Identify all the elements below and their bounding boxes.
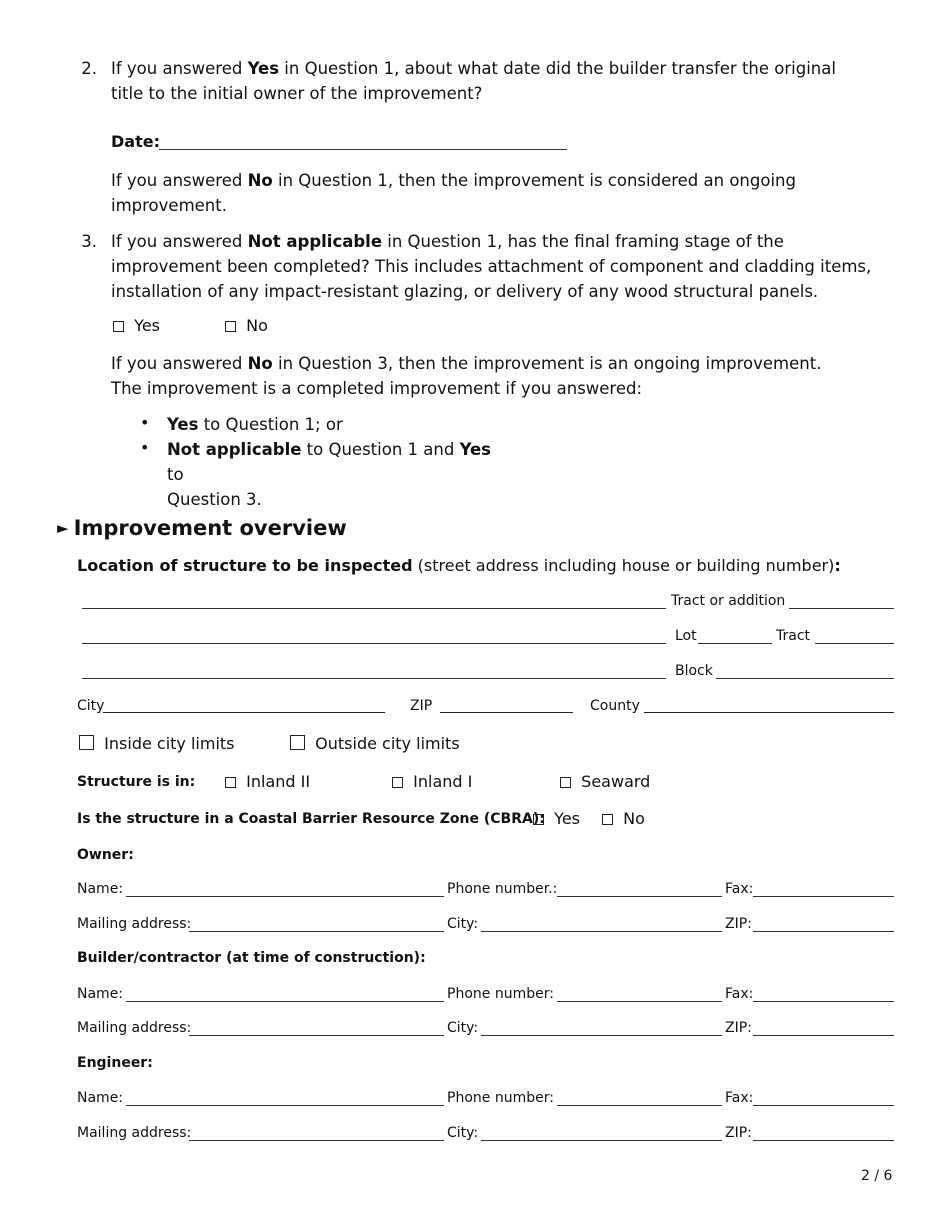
question-2-note: If you answered No in Question 1, then the improvement is considered an ongoing improvement. — [111, 171, 796, 215]
inside-city-limits-checkbox[interactable] — [79, 735, 94, 750]
county-label: County — [590, 698, 640, 714]
cbra-no-checkbox[interactable] — [602, 814, 613, 825]
zip-label: ZIP — [410, 698, 433, 714]
tract-label: Tract — [776, 628, 811, 644]
address-line-2[interactable] — [82, 643, 666, 644]
city-label: City — [77, 698, 105, 714]
builder-name-label: Name: — [77, 986, 124, 1002]
owner-phone-label: Phone number.: — [447, 881, 558, 897]
owner-name-field[interactable] — [126, 896, 444, 897]
builder-phone-label: Phone number: — [447, 986, 554, 1002]
question-3-number: 3. — [81, 232, 97, 251]
owner-zip-label: ZIP: — [725, 916, 752, 932]
zip-field[interactable] — [440, 712, 573, 713]
q3-no-option[interactable]: No — [225, 316, 268, 335]
engineer-mailing-field[interactable] — [189, 1140, 444, 1141]
owner-city-field[interactable] — [481, 931, 722, 932]
owner-city-label: City: — [447, 916, 479, 932]
date-field[interactable] — [159, 149, 567, 150]
engineer-zip-field[interactable] — [753, 1140, 894, 1141]
outside-city-limits-checkbox[interactable] — [290, 735, 305, 750]
structure-is-in-label: Structure is in: — [77, 774, 196, 790]
seaward-option[interactable]: Seaward — [560, 772, 650, 791]
bullet-1: Yes to Question 1; or — [167, 415, 343, 434]
engineer-fax-field[interactable] — [753, 1105, 894, 1106]
engineer-zip-label: ZIP: — [725, 1125, 752, 1141]
owner-mailing-field[interactable] — [189, 931, 444, 932]
builder-name-field[interactable] — [126, 1001, 444, 1002]
bullet-dot: • — [140, 413, 150, 432]
q3-yes-checkbox[interactable] — [113, 321, 124, 332]
lot-field[interactable] — [698, 643, 772, 644]
tract-or-addition-label: Tract or addition — [671, 593, 786, 609]
county-field[interactable] — [644, 712, 894, 713]
tract-field[interactable] — [815, 643, 894, 644]
cbra-question: Is the structure in a Coastal Barrier Resource Zone (CBRA): — [77, 811, 545, 827]
triangle-right-icon: ► — [57, 519, 69, 537]
engineer-city-label: City: — [447, 1125, 479, 1141]
block-field[interactable] — [716, 678, 894, 679]
engineer-mailing-label: Mailing address: — [77, 1125, 192, 1141]
builder-city-label: City: — [447, 1020, 479, 1036]
tract-or-addition-field[interactable] — [789, 608, 894, 609]
owner-name-label: Name: — [77, 881, 124, 897]
cbra-no-option[interactable]: No — [602, 809, 645, 828]
owner-fax-field[interactable] — [753, 896, 894, 897]
builder-fax-label: Fax: — [725, 986, 754, 1002]
outside-city-limits-option[interactable]: Outside city limits — [290, 734, 460, 753]
engineer-fax-label: Fax: — [725, 1090, 754, 1106]
address-line-1[interactable] — [82, 608, 666, 609]
engineer-name-field[interactable] — [126, 1105, 444, 1106]
q3-yes-option[interactable]: Yes — [113, 316, 160, 335]
bullet-2: Not applicable to Question 1 and Yes to Question 3. — [167, 440, 492, 509]
location-label: Location of structure to be inspected (street address including house or building number): — [77, 556, 841, 575]
question-2-number: 2. — [81, 59, 97, 78]
inland-1-checkbox[interactable] — [392, 777, 403, 788]
inland-2-option[interactable]: Inland II — [225, 772, 310, 791]
builder-zip-label: ZIP: — [725, 1020, 752, 1036]
engineer-city-field[interactable] — [481, 1140, 722, 1141]
owner-phone-field[interactable] — [557, 896, 722, 897]
date-label: Date: — [111, 132, 160, 151]
question-3-note: If you answered No in Question 3, then the improvement is an ongoing improvement. The improvement is a completed improvement if you answered: — [111, 354, 822, 398]
city-field[interactable] — [103, 712, 385, 713]
engineer-phone-label: Phone number: — [447, 1090, 554, 1106]
builder-heading: Builder/contractor (at time of construction): — [77, 950, 426, 966]
engineer-phone-field[interactable] — [557, 1105, 722, 1106]
builder-mailing-field[interactable] — [189, 1035, 444, 1036]
cbra-yes-checkbox[interactable] — [533, 814, 544, 825]
inside-city-limits-option[interactable]: Inside city limits — [79, 734, 235, 753]
q3-no-checkbox[interactable] — [225, 321, 236, 332]
engineer-name-label: Name: — [77, 1090, 124, 1106]
question-3-text: If you answered Not applicable in Question 1, has the final framing stage of the improvement been completed? This includes attachment of component and cladding items, installation of any impact-resistant glazing, or delivery of any wood structural panels. — [111, 232, 872, 301]
question-2-text: If you answered Yes in Question 1, about what date did the builder transfer the original title to the initial owner of the improvement? — [111, 59, 836, 103]
inland-1-option[interactable]: Inland I — [392, 772, 472, 791]
builder-city-field[interactable] — [481, 1035, 722, 1036]
section-title: Improvement overview — [73, 516, 347, 540]
address-line-3[interactable] — [82, 678, 666, 679]
lot-label: Lot — [675, 628, 697, 644]
owner-heading: Owner: — [77, 847, 134, 863]
builder-zip-field[interactable] — [753, 1035, 894, 1036]
builder-mailing-label: Mailing address: — [77, 1020, 192, 1036]
owner-fax-label: Fax: — [725, 881, 754, 897]
cbra-yes-option[interactable]: Yes — [533, 809, 580, 828]
section-heading — [57, 516, 347, 540]
owner-zip-field[interactable] — [753, 931, 894, 932]
block-label: Block — [675, 663, 713, 679]
bullet-dot: • — [140, 438, 150, 457]
engineer-heading: Engineer: — [77, 1055, 153, 1071]
seaward-checkbox[interactable] — [560, 777, 571, 788]
page-number: 2 / 6 — [861, 1168, 893, 1184]
builder-phone-field[interactable] — [557, 1001, 722, 1002]
builder-fax-field[interactable] — [753, 1001, 894, 1002]
owner-mailing-label: Mailing address: — [77, 916, 192, 932]
inland-2-checkbox[interactable] — [225, 777, 236, 788]
